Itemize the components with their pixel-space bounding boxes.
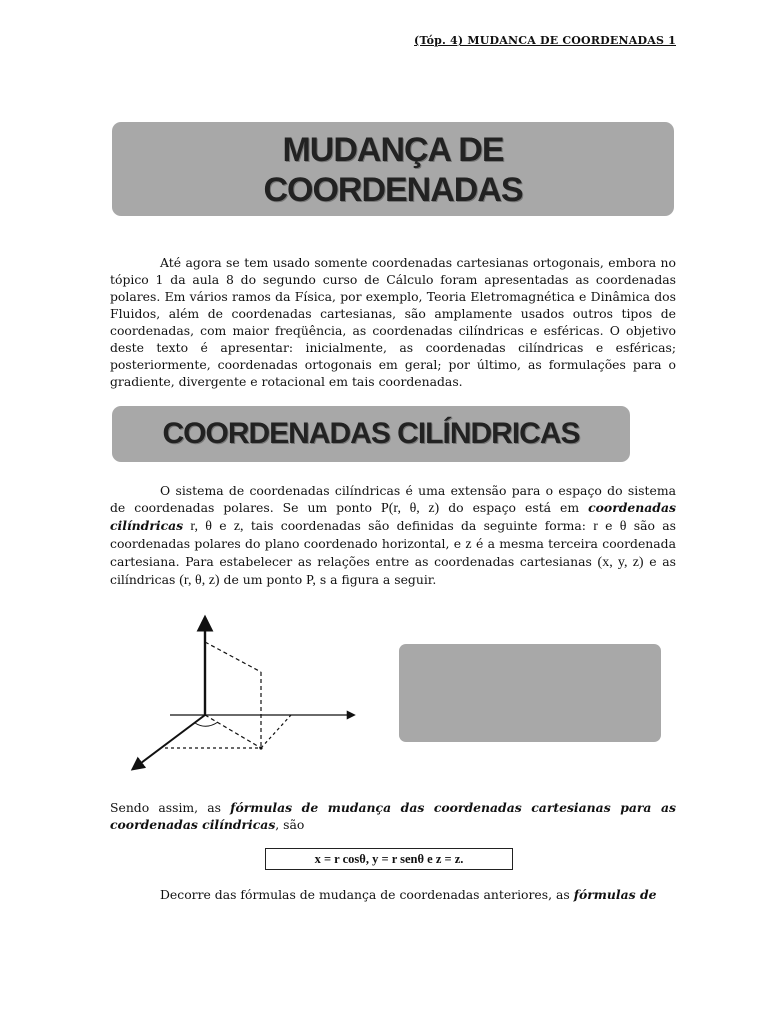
sendo-text-1: Sendo assim, as — [110, 800, 231, 815]
sendo-emphasis: fórmulas de mudança das coordenadas cartesianas para as coordenadas cilíndricas — [110, 800, 676, 832]
cyl-text-2: do espaço está em — [439, 500, 589, 515]
dashed-y-projection — [261, 715, 291, 748]
math-r: r, — [190, 519, 198, 534]
cyl-text-5: e — [597, 518, 620, 533]
decorre-emphasis: fórmulas de — [573, 887, 657, 902]
math-theta2: θ — [619, 519, 627, 534]
cyl-text-3: e — [211, 518, 234, 533]
formula-box: x = r cosθ, y = r senθ e z = z. — [265, 848, 513, 870]
theta-arc — [195, 722, 218, 726]
cylindrical-paragraph — [110, 482, 676, 589]
cyl-text-8: e as cilíndricas — [110, 554, 676, 587]
intro-text: Até agora se tem usado somente coordenadas cartesianas ortogonais, embora no tópico 1 da aula 8 do segundo curso de Cálculo foram apresentadas as coordenadas polares. Em vários ramos da Física, por exemplo, Teoria Eletromagnética e Dinâmica dos Fluidos, além de coordenadas cartesianas, são amplamente usados outros tipos de coordenadas, com maior freqüência, as coordenadas cilíndricas e esféricas. O objetivo deste texto é apresentar: inicialmente, as coordenadas cilíndricas e esféricas; posteriormente, coordenadas ortogonais em geral; por último, as formulações para o gradiente, divergente e rotacional em tais coordenadas. — [110, 255, 676, 389]
section-banner: COORDENADAS CILÍNDRICAS — [112, 406, 630, 462]
point-p — [259, 746, 262, 749]
math-z2: z — [465, 537, 472, 552]
cylindrical-coordinates-figure — [128, 612, 358, 777]
math-theta: θ — [205, 519, 212, 534]
sendo-paragraph — [110, 799, 676, 833]
title-line-1: MUDANÇA DE — [282, 131, 504, 169]
dashed-radius — [205, 715, 261, 748]
dashed-top — [205, 642, 261, 672]
cyl-text-4: tais coordenadas são definidas da seguinte forma: — [243, 518, 594, 533]
math-xyz: (x, y, z) — [597, 555, 644, 570]
math-point: P(r, θ, z) — [380, 501, 440, 516]
cyl-text-1: O sistema de coordenadas cilíndricas é uma extensão para o espaço do sistema de coordenadas polares. Se um ponto — [110, 483, 676, 515]
intro-paragraph — [110, 254, 676, 390]
math-P: P, — [306, 573, 316, 588]
decorre-text: Decorre das fórmulas de mudança de coordenadas anteriores, as — [160, 887, 574, 902]
math-z: z, — [233, 519, 244, 534]
running-header: (Tóp. 4) MUDANCA DE COORDENADAS 1 — [414, 34, 676, 47]
math-r2: r — [593, 519, 598, 534]
decorre-paragraph — [110, 886, 676, 903]
cyl-text-7: é a mesma terceira coordenada cartesiana. Para estabelecer as relações entre as coordenadas cartesianas — [110, 536, 676, 569]
cyl-text-10: s a figura a seguir. — [315, 572, 437, 587]
cyl-emphasis: coordenadas cilíndricas — [110, 500, 676, 533]
figure-caption-box — [399, 644, 661, 742]
cyl-text-9: de um ponto — [219, 572, 307, 587]
x-axis — [133, 715, 205, 769]
title-banner — [112, 122, 674, 216]
cyl-text-6: são as coordenadas polares do plano coordenado horizontal, e — [110, 518, 676, 551]
sendo-text-2: , são — [275, 817, 305, 832]
math-rtz: (r, θ, z) — [179, 573, 220, 588]
title-line-2: COORDENADAS — [263, 171, 523, 209]
